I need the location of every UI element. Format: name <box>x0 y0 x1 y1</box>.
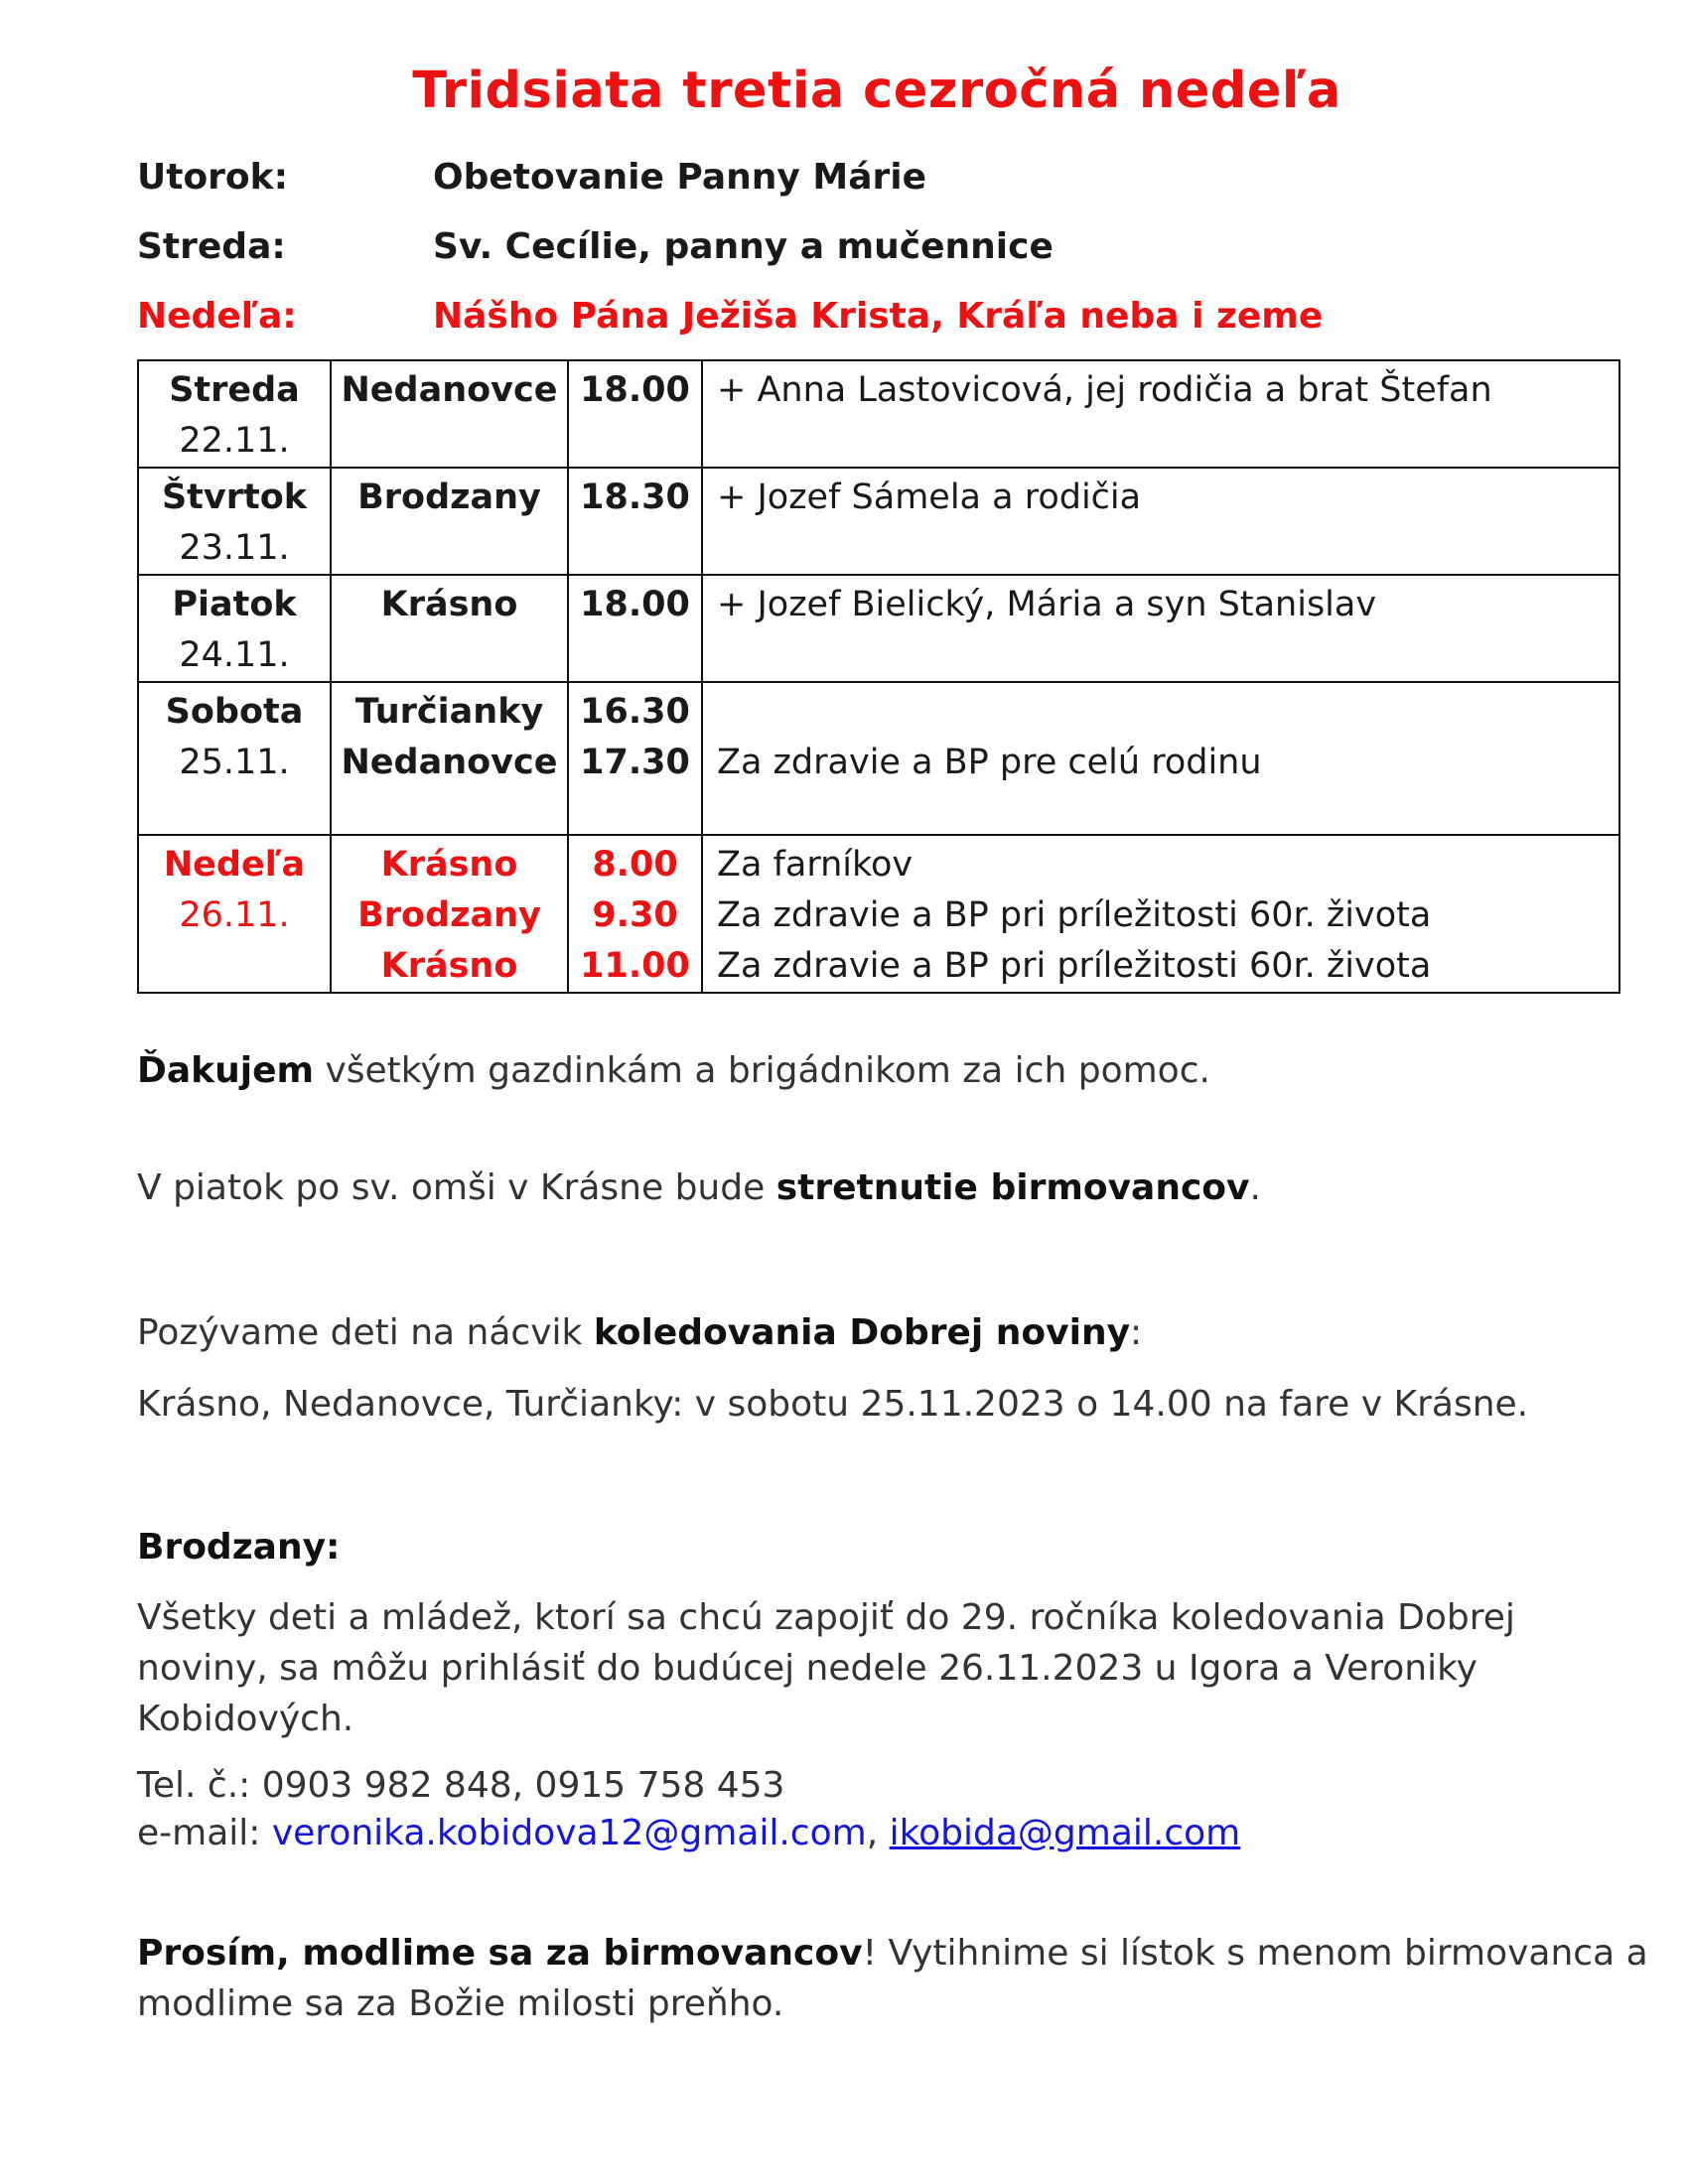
schedule-day-cell <box>138 682 331 835</box>
schedule-day-cell <box>138 575 331 682</box>
schedule-day-cell <box>138 360 331 468</box>
invite-end: : <box>1130 1312 1143 1353</box>
schedule-intention: + Anna Lastovicová, jej rodičia a brat Štefan <box>717 370 1492 410</box>
schedule-date: 22.11. <box>179 421 290 461</box>
schedule-row <box>138 360 1619 468</box>
schedule-row <box>138 468 1619 575</box>
brodzany-paragraph <box>137 1592 1620 1744</box>
thanks-bold: Ďakujem <box>137 1050 315 1091</box>
email-line <box>137 1810 1620 1857</box>
schedule-intention: Za farníkov <box>717 845 914 885</box>
contact-block <box>137 1762 1620 1857</box>
schedule-time: 11.00 <box>580 946 690 986</box>
invite-detail: Krásno, Nedanovce, Turčianky: v sobotu 25.11.2023 o 14.00 na fare v Krásne. <box>137 1384 1529 1425</box>
schedule-time: 8.00 <box>592 845 678 885</box>
prayer-bold: Prosím, modlime sa za birmovancov <box>137 1933 863 1974</box>
brodzany-line: Všetky deti a mládež, ktorí sa chcú zapojiť do 29. ročníka koledovania Dobrej <box>137 1597 1515 1638</box>
schedule-place-cell <box>331 682 568 835</box>
brodzany-line: noviny, sa môžu prihlásiť do budúcej nedele 26.11.2023 u Igora a Veroniky <box>137 1648 1477 1689</box>
feast-day: Streda: <box>137 226 286 267</box>
mass-schedule-table <box>137 359 1620 994</box>
feast-name: Obetovanie Panny Márie <box>433 157 927 198</box>
schedule-time: 16.30 <box>580 692 690 732</box>
schedule-time-cell <box>568 682 702 835</box>
schedule-time-cell <box>568 468 702 575</box>
email-separator: , <box>866 1813 890 1853</box>
schedule-time: 17.30 <box>580 743 690 782</box>
schedule-place-cell <box>331 468 568 575</box>
schedule-day-cell <box>138 835 331 993</box>
schedule-time: 18.00 <box>580 585 690 624</box>
schedule-day: Streda <box>169 370 300 410</box>
schedule-day-cell <box>138 468 331 575</box>
schedule-intention: + Jozef Sámela a rodičia <box>717 478 1142 517</box>
page-title: Tridsiata tretia cezročná nedeľa <box>412 62 1341 120</box>
schedule-date: 23.11. <box>179 528 290 568</box>
brodzany-heading <box>137 1522 1620 1572</box>
feast-name: Sv. Cecílie, panny a mučennice <box>433 226 1054 267</box>
brodzany-heading-text: Brodzany: <box>137 1527 341 1568</box>
brodzany-line: Kobidových. <box>137 1699 354 1739</box>
schedule-place: Nedanovce <box>341 370 558 410</box>
schedule-place: Turčianky <box>354 692 544 732</box>
schedule-intention: Za zdravie a BP pri príležitosti 60r. života <box>717 946 1432 986</box>
email-link-veronika[interactable]: veronika.kobidova12@gmail.com <box>271 1813 867 1853</box>
schedule-intention-cell <box>702 575 1619 682</box>
schedule-day: Štvrtok <box>161 478 308 517</box>
schedule-time-cell <box>568 575 702 682</box>
schedule-intention: Za zdravie a BP pri príležitosti 60r. života <box>717 895 1432 935</box>
schedule-time: 18.30 <box>580 478 690 517</box>
schedule-intention-cell <box>702 468 1619 575</box>
phone-line: Tel. č.: 0903 982 848, 0915 758 453 <box>137 1765 785 1806</box>
email-link-ikobida[interactable]: ikobida@gmail.com <box>889 1813 1241 1853</box>
schedule-place-cell <box>331 575 568 682</box>
schedule-intention <box>717 687 1618 738</box>
schedule-place-cell <box>331 360 568 468</box>
prayer-text: ! Vytihnime si lístok s menom birmovanca a <box>862 1933 1648 1974</box>
schedule-place: Brodzany <box>357 895 541 935</box>
schedule-row <box>138 682 1619 835</box>
thanks-text: všetkým gazdinkám a brigádnikom za ich pomoc. <box>314 1050 1210 1091</box>
prayer-line: modlime sa za Božie milosti preňho. <box>137 1983 784 2024</box>
friday-paragraph <box>137 1162 1620 1213</box>
schedule-place: Brodzany <box>357 478 541 517</box>
prayer-paragraph <box>137 1928 1648 2029</box>
schedule-intention-cell <box>702 360 1619 468</box>
prayer-line <box>137 1928 1648 1979</box>
email-label: e-mail: <box>137 1813 272 1853</box>
schedule-date: 24.11. <box>179 635 290 675</box>
schedule-time: 18.00 <box>580 370 690 410</box>
feast-name: Nášho Pána Ježiša Krista, Kráľa neba i zeme <box>433 296 1324 337</box>
friday-text: V piatok po sv. omši v Krásne bude <box>137 1167 776 1208</box>
schedule-intention: + Jozef Bielický, Mária a syn Stanislav <box>717 585 1377 624</box>
invite-paragraph <box>137 1307 1620 1358</box>
schedule-day: Piatok <box>172 585 297 624</box>
schedule-date: 26.11. <box>179 895 290 935</box>
schedule-time: 9.30 <box>592 895 678 935</box>
invite-text: Pozývame deti na nácvik <box>137 1312 594 1353</box>
schedule-date: 25.11. <box>179 743 290 782</box>
schedule-day: Sobota <box>165 692 304 732</box>
thanks-paragraph <box>137 1045 1620 1096</box>
schedule-day: Nedeľa <box>163 845 306 885</box>
schedule-place-cell <box>331 835 568 993</box>
schedule-place: Krásno <box>380 845 518 885</box>
feast-day: Utorok: <box>137 157 288 198</box>
feast-day: Nedeľa: <box>137 296 297 337</box>
invite-bold: koledovania Dobrej noviny <box>593 1312 1131 1353</box>
friday-end: . <box>1249 1167 1261 1208</box>
schedule-time-cell <box>568 835 702 993</box>
schedule-place: Nedanovce <box>341 743 558 782</box>
schedule-place: Krásno <box>380 585 518 624</box>
schedule-intention-cell <box>702 835 1619 993</box>
schedule-intention-cell <box>702 682 1619 835</box>
schedule-row-sunday <box>138 835 1619 993</box>
schedule-place: Krásno <box>380 946 518 986</box>
friday-bold: stretnutie birmovancov <box>775 1167 1250 1208</box>
schedule-time-cell <box>568 360 702 468</box>
schedule-intention: Za zdravie a BP pre celú rodinu <box>717 743 1262 782</box>
schedule-row <box>138 575 1619 682</box>
